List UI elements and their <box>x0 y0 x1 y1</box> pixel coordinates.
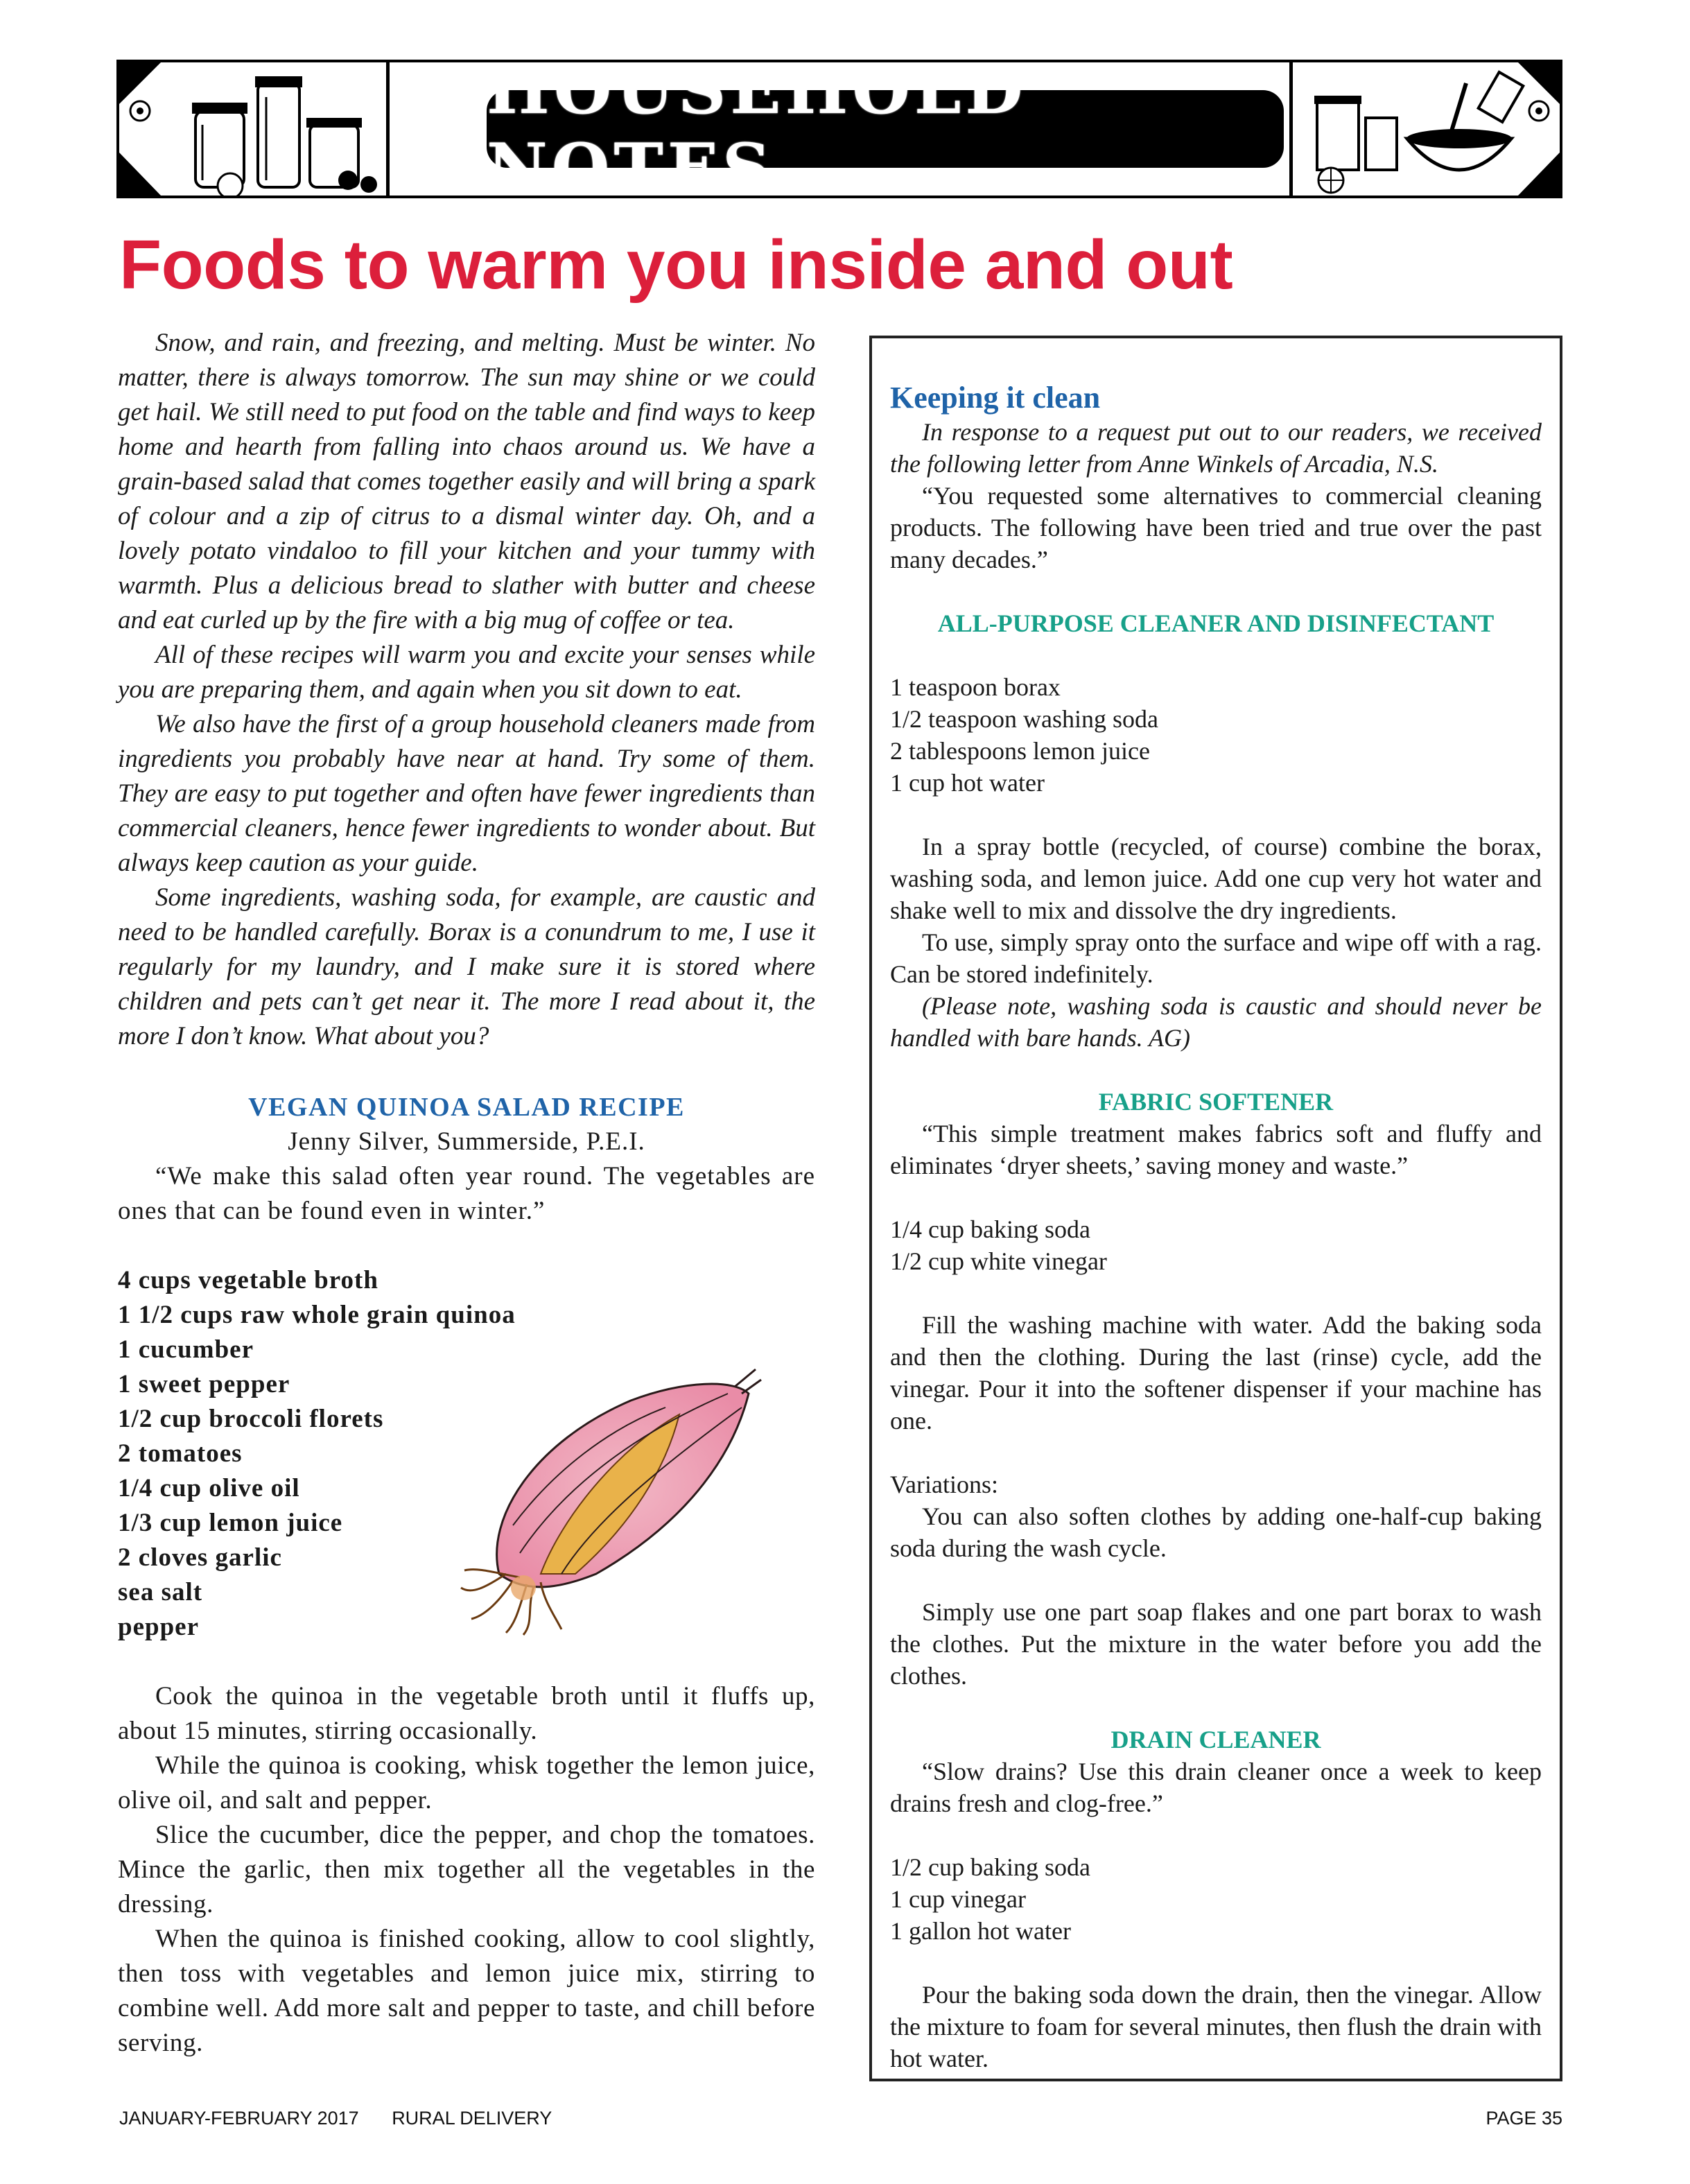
intro-paragraph: Snow, and rain, and freezing, and melting. Must be winter. No matter, there is always tomorrow. The sun may shine or we could get hail. We still need to put food on the table and find ways to keep home and hearth from falling into chaos around us. We have a grain-based salad that comes together easily and will bring a spark of colour and a zip of citrus to a dismal winter day. Oh, and a lovely potato vindaloo to fill your kitchen and your tummy with warmth. Plus a delicious bread to slather with butter and cheese and eat curled up by the fire with a big mug of coffee or tea. <box>118 329 815 634</box>
sidebar-box <box>869 336 1562 2081</box>
list-item: 1/4 cup baking soda <box>890 1215 1090 1243</box>
ingredient-item: sea salt <box>118 1578 203 1606</box>
all-purpose-instructions: In a spray bottle (recycled, of course) combine the borax, washing soda, and lemon juice. Add one cup very hot water and shake well to mix and dissolve the dry ingredients. <box>890 833 1542 924</box>
intro-text <box>118 326 815 1054</box>
list-item: 1/2 cup white vinegar <box>890 1247 1107 1275</box>
sidebar-title: Keeping it clean <box>890 381 1101 415</box>
ingredient-item: pepper <box>118 1613 199 1641</box>
list-item: 1/2 teaspoon washing soda <box>890 705 1158 733</box>
intro-paragraph: All of these recipes will warm you and excite your senses while you are preparing them, and again when you sit down to eat. <box>118 641 815 704</box>
caution-note: (Please note, washing soda is caustic and should never be handled with bare hands. AG) <box>890 992 1542 1052</box>
section-heading-fabric-softener: FABRIC SOFTENER <box>1098 1088 1334 1116</box>
fabric-instructions: Fill the washing machine with water. Add the baking soda and then the clothing. During the last (rinse) cycle, add the vinegar. Pour it into the softener dispenser if your machine has one. <box>890 1311 1542 1435</box>
issue-date: JANUARY-FEBRUARY 2017 <box>119 2108 359 2129</box>
method-step: Cook the quinoa in the vegetable broth until it fluffs up, about 15 minutes, stirring occasionally. <box>118 1682 815 1745</box>
ingredient-item: 1/2 cup broccoli florets <box>118 1405 384 1433</box>
method-step: Slice the cucumber, dice the pepper, and chop the tomatoes. Mince the garlic, then mix together all the vegetables in the dressing. <box>118 1821 815 1918</box>
list-item: 2 tablespoons lemon juice <box>890 737 1150 765</box>
section-heading-all-purpose: ALL-PURPOSE CLEANER AND DISINFECTANT <box>937 609 1495 637</box>
method-step: While the quinoa is cooking, whisk together the lemon juice, olive oil, and salt and pepper. <box>118 1751 815 1814</box>
fabric-quote: “This simple treatment makes fabrics soft and fluffy and eliminates ‘dryer sheets,’ saving money and waste.” <box>890 1120 1542 1179</box>
intro-paragraph: Some ingredients, washing soda, for example, are caustic and need to be handled carefully. Borax is a conundrum to me, I use it regularly for my laundry, and I make sure it is stored where children and pets can’t get near it. The more I read about it, the more I don’t know. What about you? <box>118 883 815 1050</box>
article-headline: Foods to warm you inside and out <box>119 226 1233 304</box>
ingredient-item: 4 cups vegetable broth <box>118 1266 378 1294</box>
drain-instructions: Pour the baking soda down the drain, then the vinegar. Allow the mixture to foam for several minutes, then flush the drain with hot water. <box>890 1981 1542 2072</box>
variations-label: Variations: <box>890 1471 998 1498</box>
banner-title-plate <box>487 60 1284 198</box>
page-footer <box>119 2108 1562 2135</box>
main-column <box>118 326 815 2061</box>
variation-one: You can also soften clothes by adding one-half-cup baking soda during the wash cycle. <box>890 1502 1542 1562</box>
ingredient-item: 1 1/2 cups raw whole grain quinoa <box>118 1301 516 1329</box>
recipe-byline: Jenny Silver, Summerside, P.E.I. <box>288 1127 645 1156</box>
all-purpose-usage: To use, simply spray onto the surface and wipe off with a rag. Can be stored indefinitely. <box>890 928 1542 988</box>
drain-quote: “Slow drains? Use this drain cleaner once a week to keep drains fresh and clog-free.” <box>890 1758 1542 1817</box>
all-purpose-ingredients <box>890 671 1542 799</box>
sidebar-quote: “You requested some alternatives to commercial cleaning products. The following have been tried and true over the past many decades.” <box>890 482 1542 573</box>
magazine-name: RURAL DELIVERY <box>392 2108 552 2129</box>
page-number: PAGE 35 <box>1486 2108 1562 2129</box>
footer-issue <box>119 2108 552 2135</box>
method-step: When the quinoa is finished cooking, allow to cool slightly, then toss with vegetables and lemon juice mix, stirring to combine well. Add more salt and pepper to taste, and chill before serving. <box>118 1925 815 2057</box>
section-banner <box>116 60 1562 198</box>
list-item: 1 cup vinegar <box>890 1885 1026 1913</box>
fabric-ingredients <box>890 1213 1542 1277</box>
ingredient-item: 1/3 cup lemon juice <box>118 1509 343 1537</box>
garlic-illustration <box>458 1366 763 1636</box>
ingredient-item: 1/4 cup olive oil <box>118 1474 300 1502</box>
list-item: 1 cup hot water <box>890 769 1045 797</box>
ingredient-item: 1 cucumber <box>118 1335 254 1364</box>
section-title: HOUSEHOLD NOTES <box>487 60 1027 198</box>
drain-ingredients <box>890 1851 1542 1947</box>
preserve-jars-illustration <box>119 62 390 196</box>
recipe-method <box>118 1679 815 2061</box>
recipe-title: VEGAN QUINOA SALAD RECIPE <box>248 1093 685 1122</box>
list-item: 1 teaspoon borax <box>890 673 1061 701</box>
intro-paragraph: We also have the first of a group household cleaners made from ingredients you probably have near at hand. Try some of them. They are easy to put together and often have fewer ingredients than commercial cleaners, hence fewer ingredients to wonder about. But always keep caution as your guide. <box>118 710 815 877</box>
sidebar-intro: In response to a request put out to our readers, we received the following letter from Anne Winkels of Arcadia, N.S. <box>890 418 1542 478</box>
ingredient-item: 2 cloves garlic <box>118 1543 282 1572</box>
mixing-bowl-illustration <box>1289 62 1560 196</box>
ingredient-item: 1 sweet pepper <box>118 1370 290 1398</box>
ingredient-item: 2 tomatoes <box>118 1439 243 1468</box>
list-item: 1/2 cup baking soda <box>890 1853 1090 1881</box>
section-heading-drain-cleaner: DRAIN CLEANER <box>1110 1726 1321 1753</box>
recipe-quote: “We make this salad often year round. The vegetables are ones that can be found even in winter.” <box>118 1162 815 1225</box>
variation-two: Simply use one part soap flakes and one part borax to wash the clothes. Put the mixture in the water before you add the clothes. <box>890 1598 1542 1690</box>
list-item: 1 gallon hot water <box>890 1917 1071 1945</box>
